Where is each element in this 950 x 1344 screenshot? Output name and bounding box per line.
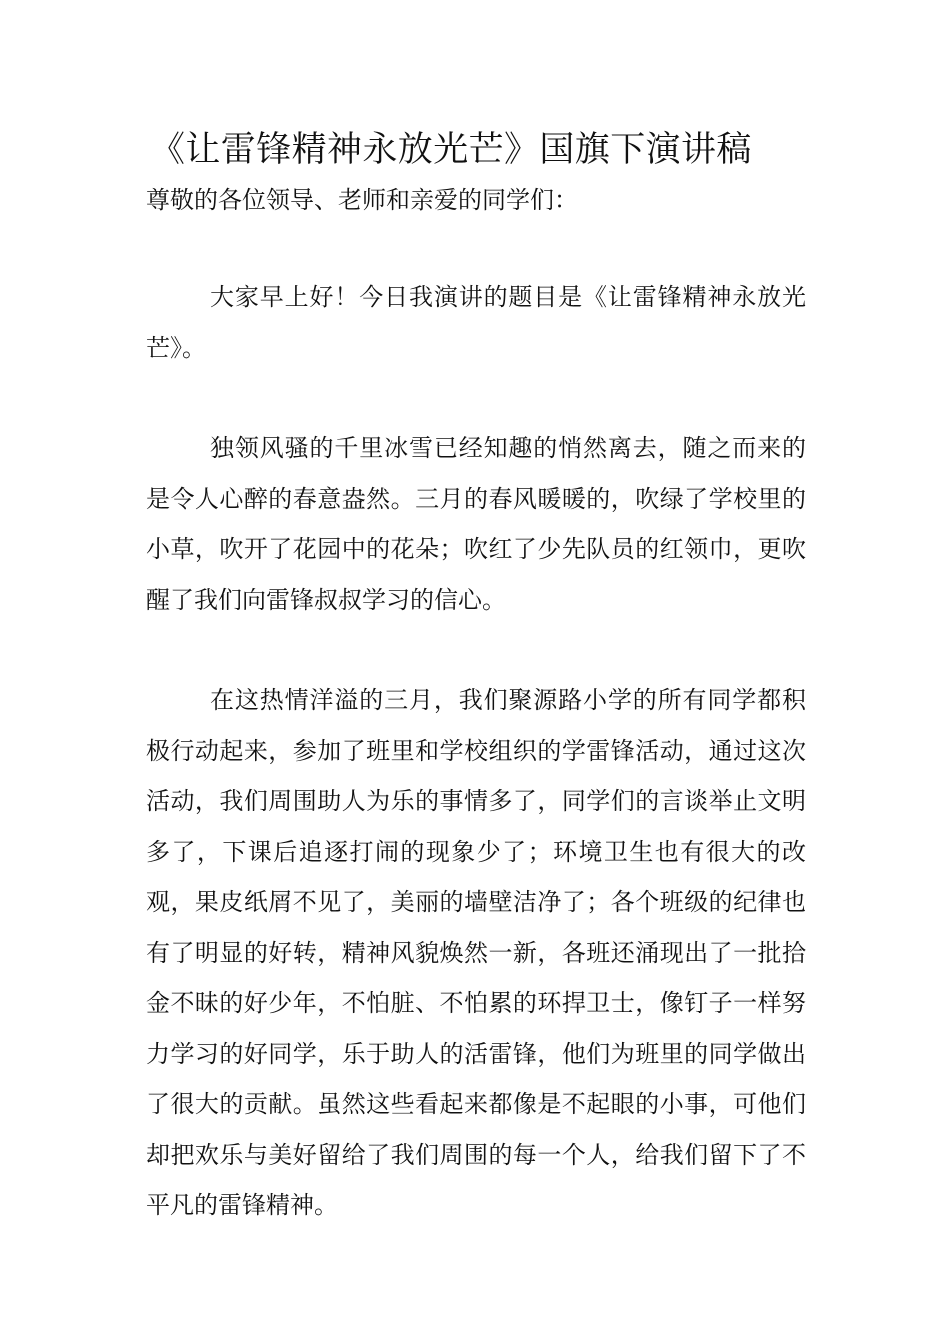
paragraph-spring: 独领风骚的千里冰雪已经知趣的悄然离去，随之而来的是令人心醉的春意盎然。三月的春风暖暖的，吹绿了学校里的小草，吹开了花园中的花朵；吹红了少先队员的红领巾，更吹醒了我们向雷锋叔叔学习的信心。 [146, 434, 806, 614]
document-title: 《让雷锋精神永放光芒》国旗下演讲稿 [150, 130, 752, 170]
salutation: 尊敬的各位领导、老师和亲爱的同学们： [146, 186, 578, 214]
paragraph-activities: 在这热情洋溢的三月，我们聚源路小学的所有同学都积极行动起来，参加了班里和学校组织的学雷锋活动，通过这次活动，我们周围助人为乐的事情多了，同学们的言谈举止文明多了，下课后追逐打闹的现象少了；环境卫生也有很大的改观，果皮纸屑不见了，美丽的墙壁洁净了；各个班级的纪律也有了明显的好转，精神风貌焕然一新，各班还涌现出了一批拾金不昧的好少年，不怕脏、不怕累的环捍卫士，像钉子一样努力学习的好同学，乐于助人的活雷锋，他们为班里的同学做出了很大的贡献。虽然这些看起来都像是不起眼的小事，可他们却把欢乐与美好留给了我们周围的每一个人，给我们留下了不平凡的雷锋精神。 [146, 686, 806, 1219]
paragraph-greeting: 大家早上好！今日我演讲的题目是《让雷锋精神永放光芒》。 [146, 283, 806, 362]
